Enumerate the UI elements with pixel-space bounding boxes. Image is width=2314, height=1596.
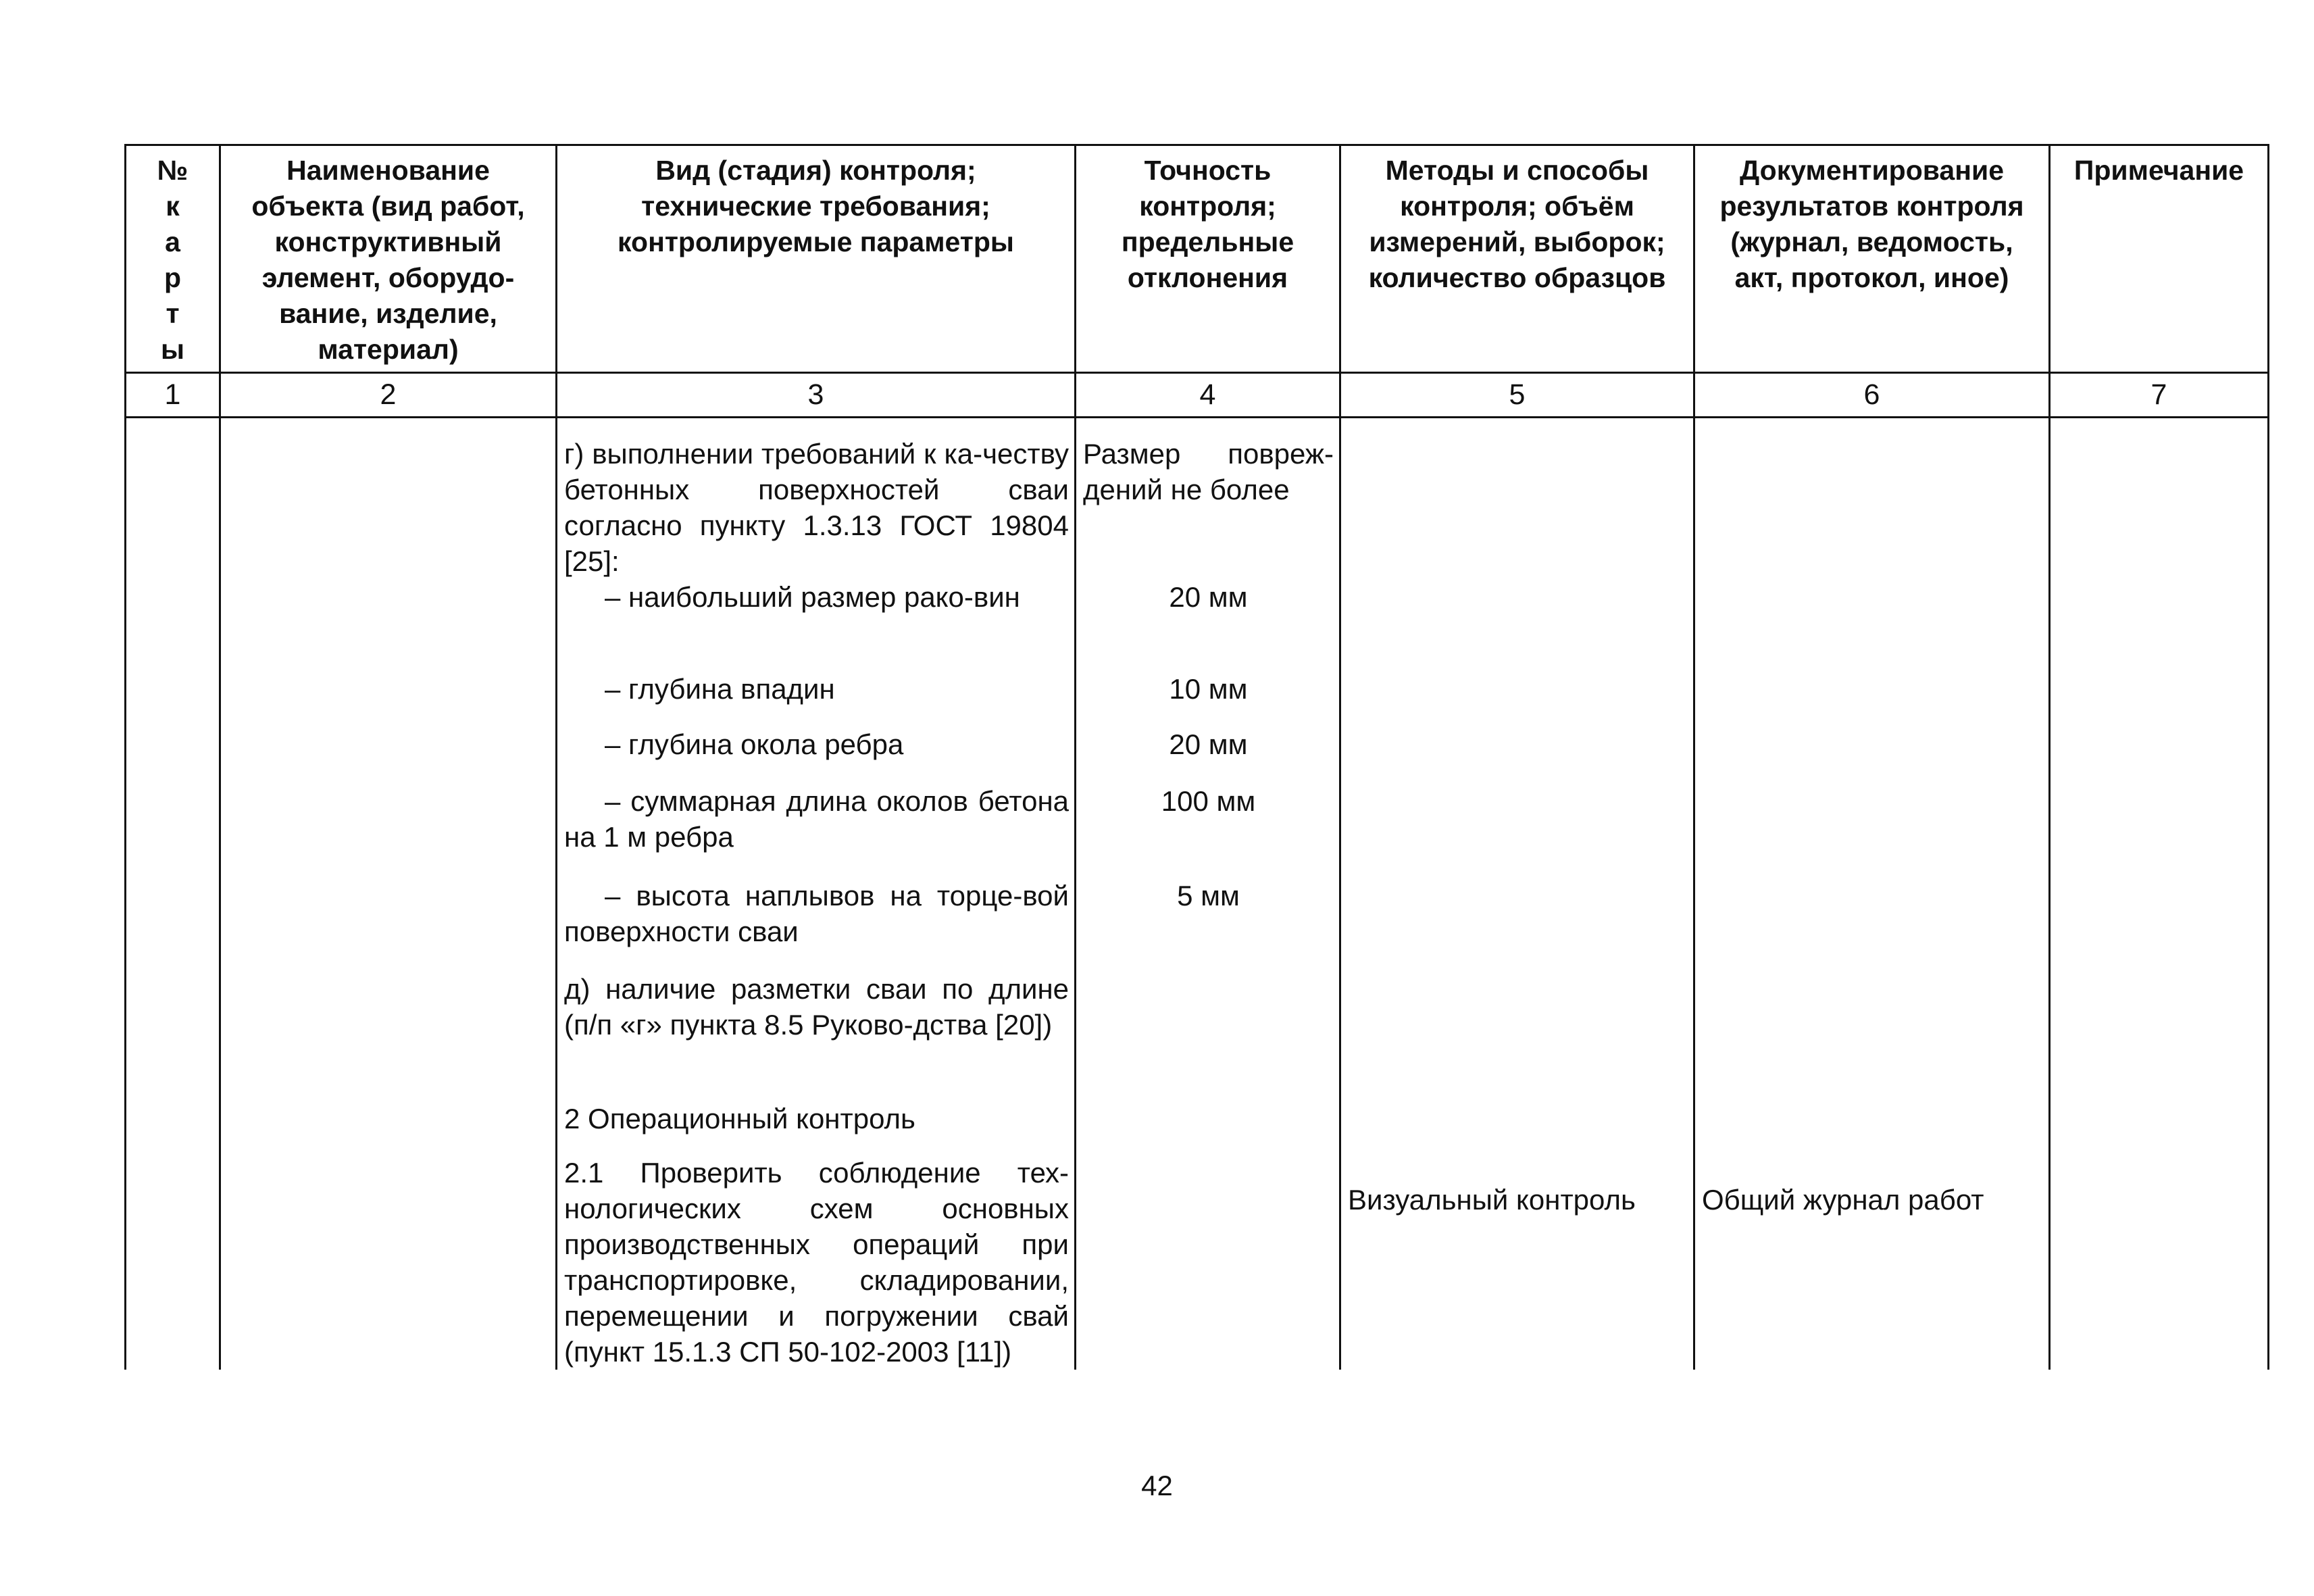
requirement-item: – глубина впадин	[605, 673, 835, 705]
col-number: 7	[2050, 373, 2269, 418]
tolerance-value: 20 мм	[1169, 581, 1248, 613]
col-number: 5	[1340, 373, 1694, 418]
requirement-item: – высота наплывов на торце-вой поверхности сваи	[564, 880, 1069, 947]
requirement-d: д) наличие разметки сваи по длине (п/п «г» пункта 8.5 Руково-дства [20])	[564, 973, 1069, 1041]
requirement-item: – глубина окола ребра	[605, 728, 904, 760]
column-number-row	[126, 373, 2269, 418]
tolerance-value: 20 мм	[1169, 728, 1248, 760]
requirement-item: – суммарная длина околов бетона на 1 м ребра	[564, 785, 1069, 853]
cell-tolerance	[1076, 418, 1340, 1370]
requirement-item: – наибольший размер рако-вин	[605, 581, 1020, 613]
col-number: 3	[557, 373, 1076, 418]
table-body-row	[126, 418, 2269, 1370]
col-number: 2	[220, 373, 557, 418]
cell-card-number	[126, 418, 220, 1370]
col-number: 1	[126, 373, 220, 418]
tolerance-value: 5 мм	[1177, 880, 1240, 912]
control-table	[124, 144, 2269, 1370]
cell-object-name	[220, 418, 557, 1370]
table-header-row	[126, 145, 2269, 373]
tolerance-g: Размер повреж-дений не более	[1083, 438, 1334, 505]
tolerance-value: 100 мм	[1161, 785, 1256, 817]
header-col-6: Документирование результатов контроля (журнал, ведомость, акт, протокол, иное)	[1694, 145, 2050, 373]
header-col-4: Точность контроля; предельные отклонения	[1076, 145, 1340, 373]
cell-requirements	[557, 418, 1076, 1370]
page-number: 42	[1141, 1470, 1173, 1501]
col-number: 4	[1076, 373, 1340, 418]
col-number: 6	[1694, 373, 2050, 418]
documentation-journal: Общий журнал работ	[1702, 1184, 1984, 1216]
requirement-g: г) выполнении требований к ка-честву бетонных поверхностей сваи согласно пункту 1.3.13 ГОСТ 19804 [25]:	[564, 438, 1069, 577]
header-col-5: Методы и способы контроля; объём измерений, выборок; количество образцов	[1340, 145, 1694, 373]
section-operational: 2 Операционный контроль	[564, 1103, 915, 1134]
header-col-7: Примечание	[2050, 145, 2269, 373]
header-col-3: Вид (стадия) контроля; технические требования; контролируемые параметры	[557, 145, 1076, 373]
method-visual: Визуальный контроль	[1348, 1184, 1636, 1216]
cell-note	[2050, 418, 2269, 1370]
cell-methods	[1340, 418, 1694, 1370]
tolerance-value: 10 мм	[1169, 673, 1248, 705]
cell-documentation	[1694, 418, 2050, 1370]
header-col-2: Наименование объекта (вид работ, конструктивный элемент, оборудо- вание, изделие, материал)	[220, 145, 557, 373]
requirement-2-1: 2.1 Проверить соблюдение тех-нологических схем основных производственных операций при транспортировке, складировании, перемещении и погружении свай (пункт 15.1.3 СП 50-102-2003 [11])	[564, 1157, 1069, 1368]
header-col-1: № к а р т ы	[126, 145, 220, 373]
